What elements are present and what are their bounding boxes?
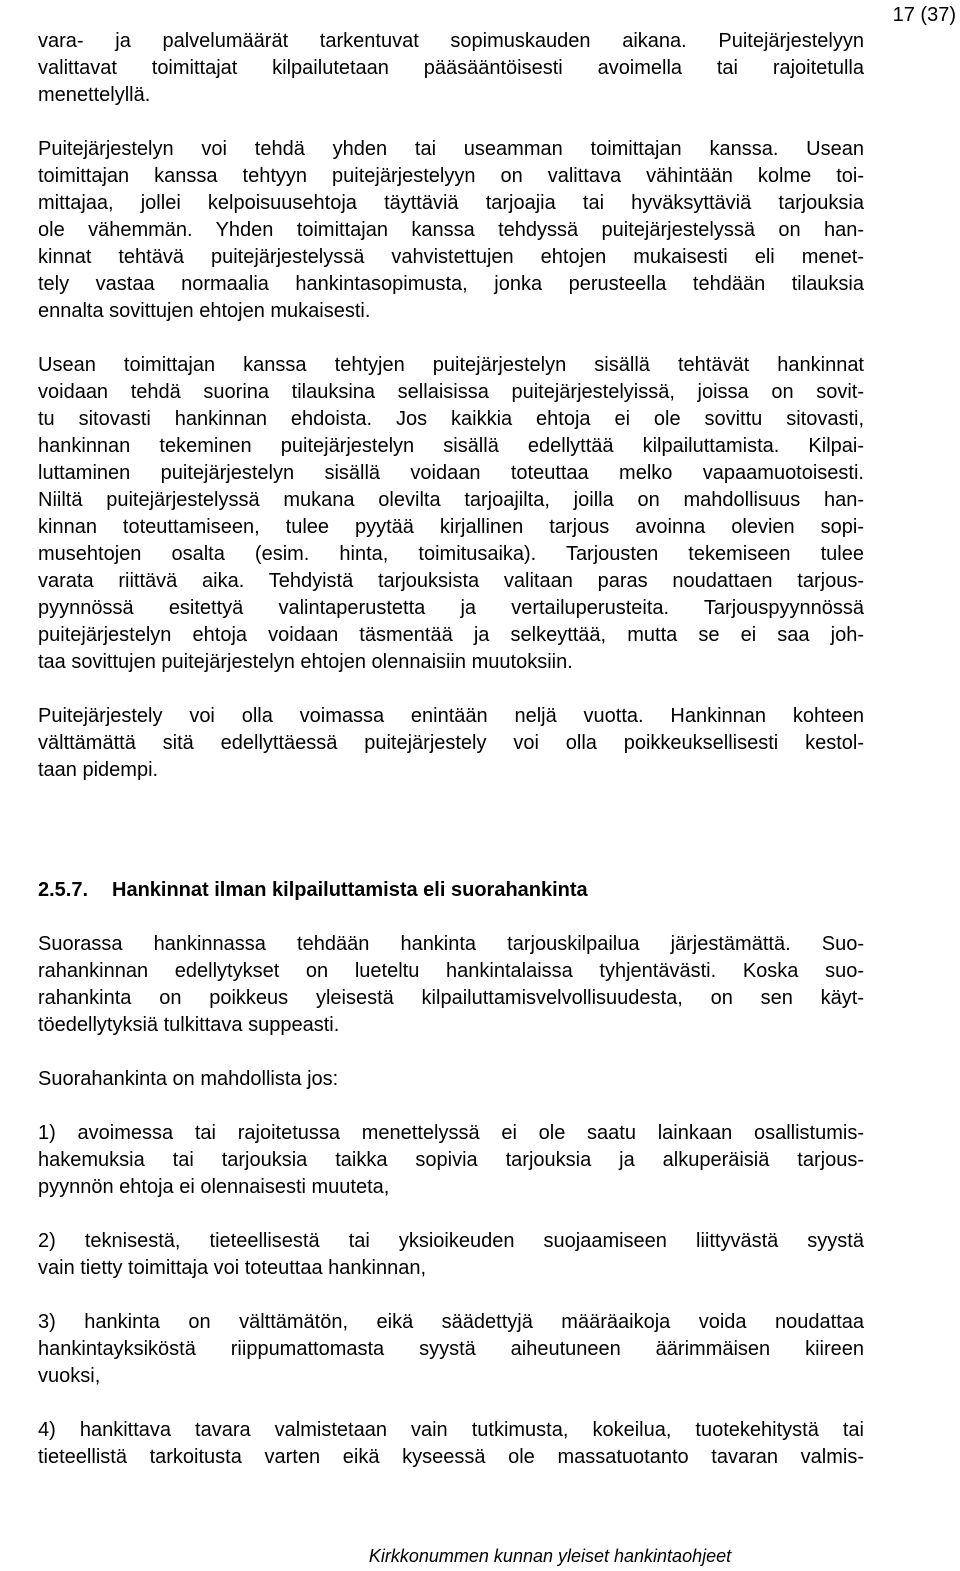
text-line: hakemuksia tai tarjouksia taikka sopivia tarjouksia ja alkuperäisiä tarjous- [38,1149,864,1171]
document-body [38,28,864,1468]
text-line: Niiltä puitejärjestelyssä mukana olevilta tarjoajilta, joilla on mahdollisuus han- [38,489,864,511]
page-number: 17 (37) [892,4,956,26]
paragraph [38,1417,864,1471]
text-line: puitejärjestelyn ehtoja voidaan täsmentää ja selkeyttää, mutta se ei saa joh- [38,624,864,646]
text-before-section [38,28,864,784]
text-line: vuoksi, [38,1365,101,1387]
paragraph [38,136,864,325]
text-line: Puitejärjestelyn voi tehdä yhden tai useamman toimittajan kanssa. Usean [38,138,864,160]
text-line: kinnan toteuttamiseen, tulee pyytää kirjallinen tarjous avoinna olevien sopi- [38,516,864,538]
text-line: pyynnössä esitettyä valintaperustetta ja vertailuperusteita. Tarjouspyynnössä [38,597,864,619]
text-line: 1) avoimessa tai rajoitetussa menettelyssä ei ole saatu lainkaan osallistumis- [38,1122,864,1144]
text-line: taan pidempi. [38,759,159,781]
text-line: Suorassa hankinnassa tehdään hankinta tarjouskilpailua järjestämättä. Suo- [38,933,864,955]
text-line: menettelyllä. [38,84,151,106]
text-line: hankinnan tekeminen puitejärjestelyn sisällä edellyttää kilpailuttamista. Kilpai- [38,435,864,457]
paragraph [38,1120,864,1201]
text-after-section [38,931,864,1498]
text-line: tely vastaa normaalia hankintasopimusta, jonka perusteella tehdään tilauksia [38,273,864,295]
paragraph [38,1228,864,1282]
text-line: Usean toimittajan kanssa tehtyjen puitejärjestelyn sisällä tehtävät hankinnat [38,354,864,376]
paragraph [38,352,864,676]
text-line: varata riittävä aika. Tehdyistä tarjouksista valitaan paras noudattaen tarjous- [38,570,864,592]
text-line: 2) teknisestä, tieteellisestä tai yksioikeuden suojaamiseen liittyvästä syystä [38,1230,864,1252]
text-line: vara- ja palvelumäärät tarkentuvat sopimuskauden aikana. Puitejärjestelyyn [38,30,864,52]
text-line: taa sovittujen puitejärjestelyn ehtojen olennaisiin muutoksiin. [38,651,573,673]
paragraph [38,1066,864,1093]
text-line: luttaminen puitejärjestelyn sisällä voidaan toteuttaa melko vapaamuotoisesti. [38,462,864,484]
text-line: toimittajan kanssa tehtyyn puitejärjestelyyn on valittava vähintään kolme toi- [38,165,864,187]
text-line: vain tietty toimittaja voi toteuttaa hankinnan, [38,1257,427,1279]
text-line: pyynnön ehtoja ei olennaisesti muuteta, [38,1176,390,1198]
section-number: 2.5.7. [38,879,89,901]
text-line: voidaan tehdä suorina tilauksina sellaisissa puitejärjestelyissä, joissa on sovit- [38,381,864,403]
paragraph [38,28,864,109]
text-line: mittajaa, jollei kelpoisuusehtoja täyttäviä tarjoajia tai hyväksyttäviä tarjouksia [38,192,864,214]
paragraph [38,703,864,784]
text-line: musehtojen osalta (esim. hinta, toimitusaika). Tarjousten tekemiseen tulee [38,543,864,565]
text-line: Puitejärjestely voi olla voimassa enintään neljä vuotta. Hankinnan kohteen [38,705,864,727]
text-line: tieteellistä tarkoitusta varten eikä kyseessä ole massatuotanto tavaran valmis- [38,1446,864,1468]
text-line: töedellytyksiä tulkittava suppeasti. [38,1014,340,1036]
text-line: rahankinnan edellytykset on lueteltu hankintalaissa tyhjentävästi. Koska suo- [38,960,864,982]
text-line: tu sitovasti hankinnan ehdoista. Jos kaikkia ehtoja ei ole sovittu sitovasti, [38,408,864,430]
section-title: Hankinnat ilman kilpailuttamista eli suorahankinta [112,879,588,901]
paragraph [38,931,864,1039]
page-footer: Kirkkonummen kunnan yleiset hankintaohjeet [368,1546,732,1566]
paragraph [38,1309,864,1390]
text-line: hankintayksiköstä riippumattomasta syystä aiheutuneen äärimmäisen kiireen [38,1338,864,1360]
text-line: rahankinta on poikkeus yleisestä kilpailuttamisvelvollisuudesta, on sen käyt- [38,987,864,1009]
text-line: ennalta sovittujen ehtojen mukaisesti. [38,300,371,322]
text-line: 3) hankinta on välttämätön, eikä säädettyjä määräaikoja voida noudattaa [38,1311,864,1333]
text-line: ole vähemmän. Yhden toimittajan kanssa tehdyssä puitejärjestelyssä on han- [38,219,864,241]
text-line: Suorahankinta on mahdollista jos: [38,1068,339,1090]
text-line: 4) hankittava tavara valmistetaan vain tutkimusta, kokeilua, tuotekehitystä tai [38,1419,864,1441]
text-line: kinnat tehtävä puitejärjestelyssä vahvistettujen ehtojen mukaisesti eli menet- [38,246,864,268]
text-line: välttämättä sitä edellyttäessä puitejärjestely voi olla poikkeuksellisesti kestol- [38,732,864,754]
text-line: valittavat toimittajat kilpailutetaan pääsääntöisesti avoimella tai rajoitetulla [38,57,864,79]
